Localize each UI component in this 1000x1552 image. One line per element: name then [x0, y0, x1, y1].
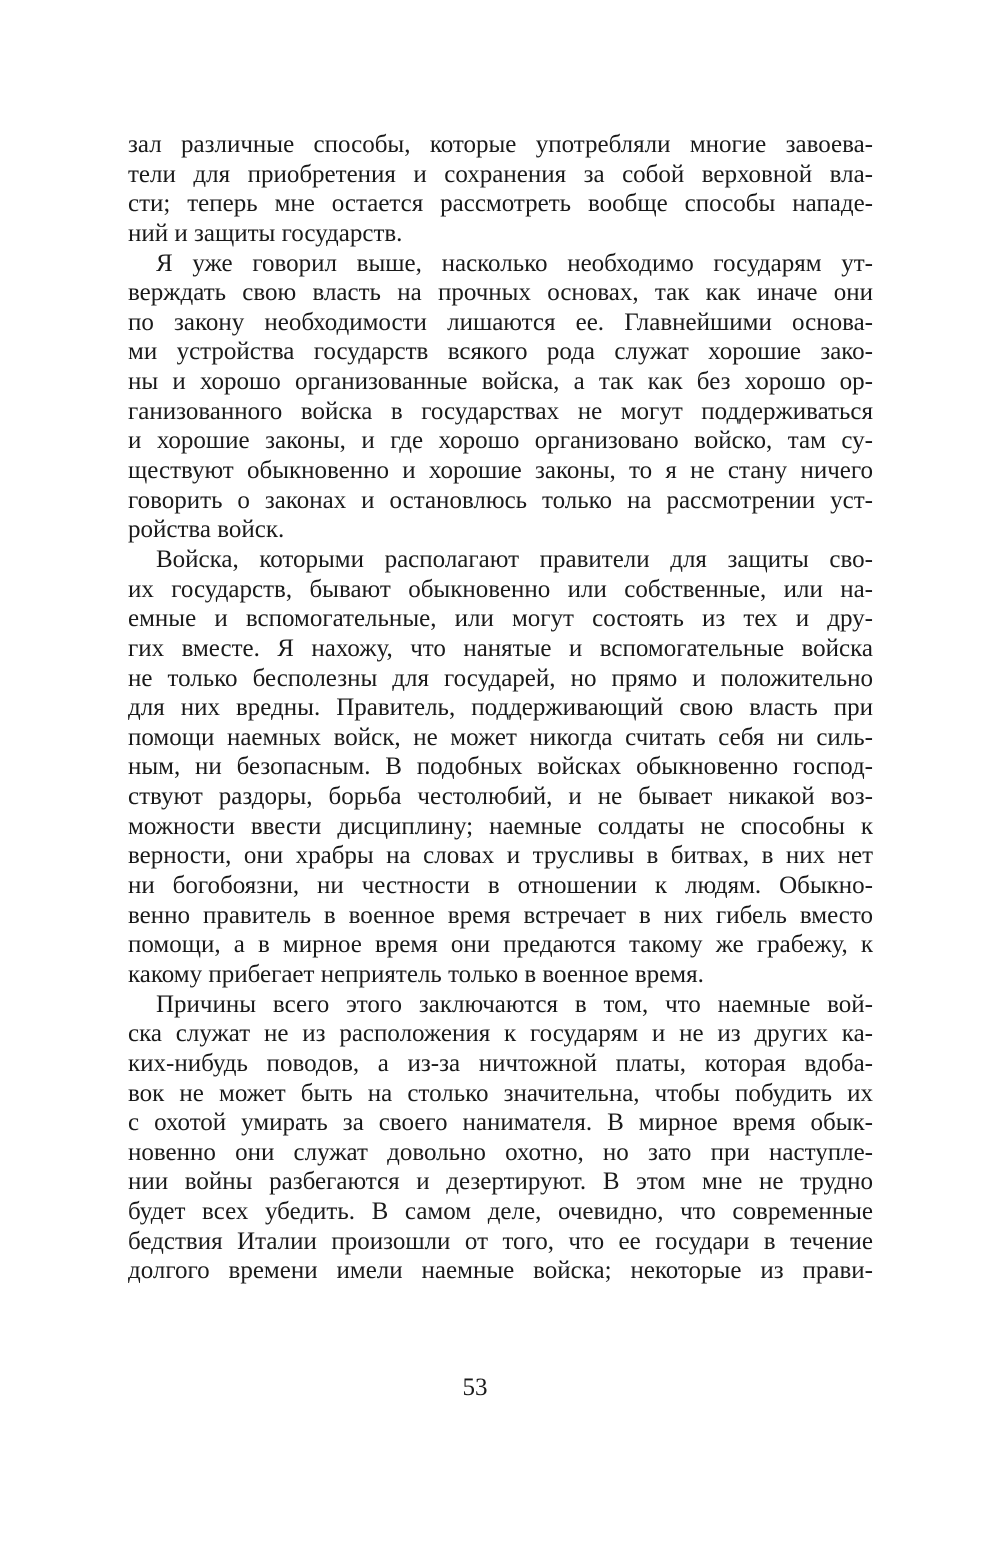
- text-line: ганизованного войска в государствах не могут поддерживаться: [128, 397, 873, 425]
- text-line: ска служат не из расположения к государям и не из других ка-: [128, 1020, 873, 1048]
- text-line: новенно они служат довольно охотно, но зато при наступле-: [128, 1138, 873, 1166]
- text-line: говорить о законах и остановлюсь только на рассмотрении уст-: [128, 486, 873, 514]
- text-line: ществуют обыкновенно и хорошие законы, то я не стану ничего: [128, 457, 873, 485]
- text-line: бедствия Италии произошли от того, что ее государи в течение: [128, 1227, 873, 1255]
- page-body: [128, 130, 873, 1286]
- text-line: Причины всего этого заключаются в том, что наемные вой-: [156, 990, 873, 1018]
- text-line: для них вредны. Правитель, поддерживающий свою власть при: [128, 694, 873, 722]
- text-line: Я уже говорил выше, насколько необходимо государям ут-: [156, 249, 873, 277]
- text-line: гих вместе. Я нахожу, что нанятые и вспомогательные войска: [128, 634, 873, 662]
- text-line: верности, они храбры на словах и трусливы в битвах, в них нет: [128, 842, 873, 870]
- text-line: не только бесполезны для государей, но прямо и положительно: [128, 664, 873, 692]
- text-line: ным, ни безопасным. В подобных войсках обыкновенно господ-: [128, 753, 873, 781]
- paragraph: [128, 990, 873, 1286]
- text-line: их государств, бывают обыкновенно или собственные, или на-: [128, 575, 873, 603]
- text-line: тели для приобретения и сохранения за собой верховной вла-: [128, 160, 873, 188]
- text-line: сти; теперь мне остается рассмотреть вообще способы нападе-: [128, 190, 873, 218]
- text-line: ких-нибудь поводов, а из-за ничтожной платы, которая вдоба-: [128, 1049, 873, 1077]
- text-line: будет всех убедить. В самом деле, очевидно, что современные: [128, 1198, 873, 1226]
- text-line: и хорошие законы, и где хорошо организовано войско, там су-: [128, 427, 873, 455]
- paragraph: [128, 545, 873, 990]
- text-line: ствуют раздоры, борьба честолюбий, и не бывает никакой воз-: [128, 783, 873, 811]
- text-line: венно правитель в военное время встречает в них гибель вместо: [128, 901, 873, 929]
- text-line: долгого времени имели наемные войска; некоторые из прави-: [128, 1257, 873, 1285]
- text-line: нии войны разбегаются и дезертируют. В этом мне не трудно: [128, 1168, 873, 1196]
- text-line: ройства войск.: [128, 516, 285, 544]
- text-line: помощи наемных войск, не может никогда считать себя ни силь-: [128, 723, 873, 751]
- text-line: ны и хорошо организованные войска, а так как без хорошо ор-: [128, 368, 873, 396]
- paragraph: [128, 249, 873, 545]
- text-line: можности ввести дисциплину; наемные солдаты не способны к: [128, 812, 873, 840]
- text-line: ни богобоязни, ни честности в отношении к людям. Обыкно-: [128, 872, 873, 900]
- text-line: ний и защиты государств.: [128, 219, 403, 247]
- text-line: верждать свою власть на прочных основах, так как иначе они: [128, 279, 873, 307]
- text-line: зал различные способы, которые употребляли многие завоева-: [128, 131, 873, 158]
- text-line: помощи, а в мирное время они предаются такому же грабежу, к: [128, 931, 873, 959]
- text-line: с охотой умирать за своего нанимателя. В мирное время обык-: [128, 1109, 873, 1137]
- text-line: емные и вспомогательные, или могут состоять из тех и дру-: [128, 605, 873, 633]
- text-line: вок не может быть на столько значительна, чтобы побудить их: [128, 1079, 873, 1107]
- text-line: ми устройства государств всякого рода служат хорошие зако-: [128, 338, 873, 366]
- text-line: Войска, которыми располагают правители для защиты сво-: [156, 545, 873, 573]
- text-line: по закону необходимости лишаются ее. Главнейшими основа-: [128, 308, 873, 336]
- paragraph: [128, 130, 873, 249]
- text-line: какому прибегает неприятель только в военное время.: [128, 960, 704, 988]
- page-number: 53: [462, 1374, 488, 1401]
